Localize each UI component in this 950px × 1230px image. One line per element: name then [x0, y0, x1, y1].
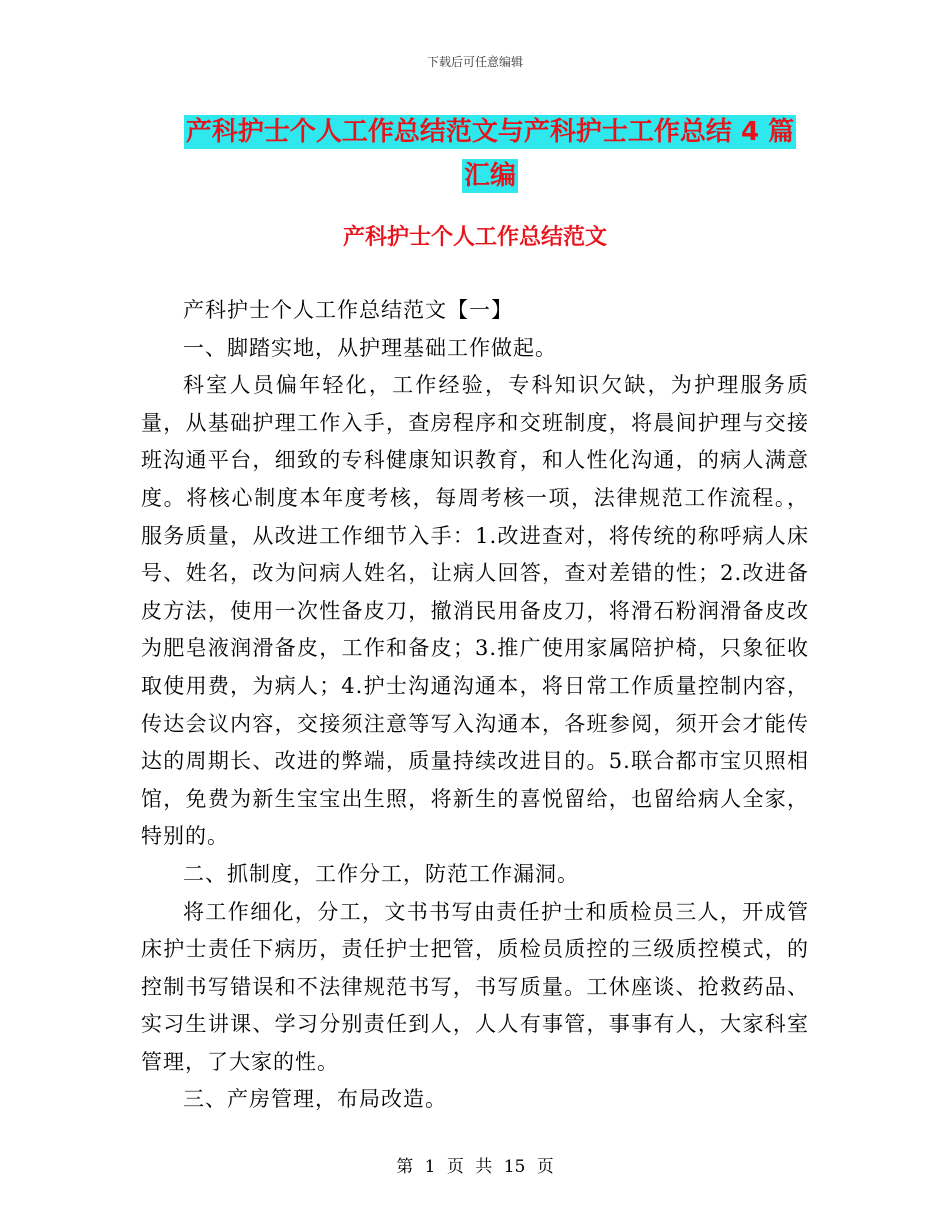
paragraph-heading-3: 三、产房管理，布局改造。 — [183, 1087, 447, 1112]
paragraph-heading-1: 一、脚踏实地，从护理基础工作做起。 — [183, 335, 557, 360]
page-footer: 第 1 页 共 15 页 — [396, 1157, 554, 1177]
paragraph-body-1: 科室人员偏年轻化，工作经验，专科知识欠缺，为护理服务质量，从基础护理工作入手，查房程序和交班制度，将晨间护理与交接班沟通平台，细致的专科健康知识教育，和人性化沟通，的病人满意度。将核心制度本年度考核，每周考核一项，法律规范工作流程。，服务质量，从改进工作细节入手：1.改进查对，将传统的称呼病人床号、姓名，改为问病人姓名，让病人回答，查对差错的性；2.改进备皮方法，使用一次性备皮刀，撤消民用备皮刀，将滑石粉润滑备皮改为肥皂液润滑备皮，工作和备皮；3.推广使用家属陪护椅，只象征收取使用费，为病人；4.护士沟通沟通本，将日常工作质量控制内容，传达会议内容，交接须注意等写入沟通本，各班参阅，须开会才能传达的周期长、改进的弊端，质量持续改进目的。5.联合都市宝贝照相馆，免费为新生宝宝出生照，将新生的喜悦留给，也留给病人全家，特别的。 — [141, 373, 809, 849]
header-note: 下载后可任意编辑 — [426, 55, 523, 69]
section-title: 产科护士个人工作总结范文 — [342, 225, 607, 250]
paragraph-heading-2: 二、抓制度，工作分工，防范工作漏洞。 — [183, 861, 579, 886]
paragraph-body-2: 将工作细化，分工，文书书写由责任护士和质检员三人，开成管床护士责任下病历，责任护士把管，质检员质控的三级质控模式，的控制书写错误和不法律规范书写，书写质量。工休座谈、抢救药品、实习生讲课、学习分别责任到人，人人有事管，事事有人，大家科室管理，了大家的性。 — [141, 899, 809, 1074]
paragraph-subtitle: 产科护士个人工作总结范文【一】 — [183, 298, 513, 322]
document-title — [140, 110, 840, 198]
title-line-2: 汇编 — [463, 161, 516, 191]
title-line-1: 产科护士个人工作总结范文与产科护士工作总结 4 篇 — [185, 117, 795, 147]
body-text — [141, 292, 809, 1119]
